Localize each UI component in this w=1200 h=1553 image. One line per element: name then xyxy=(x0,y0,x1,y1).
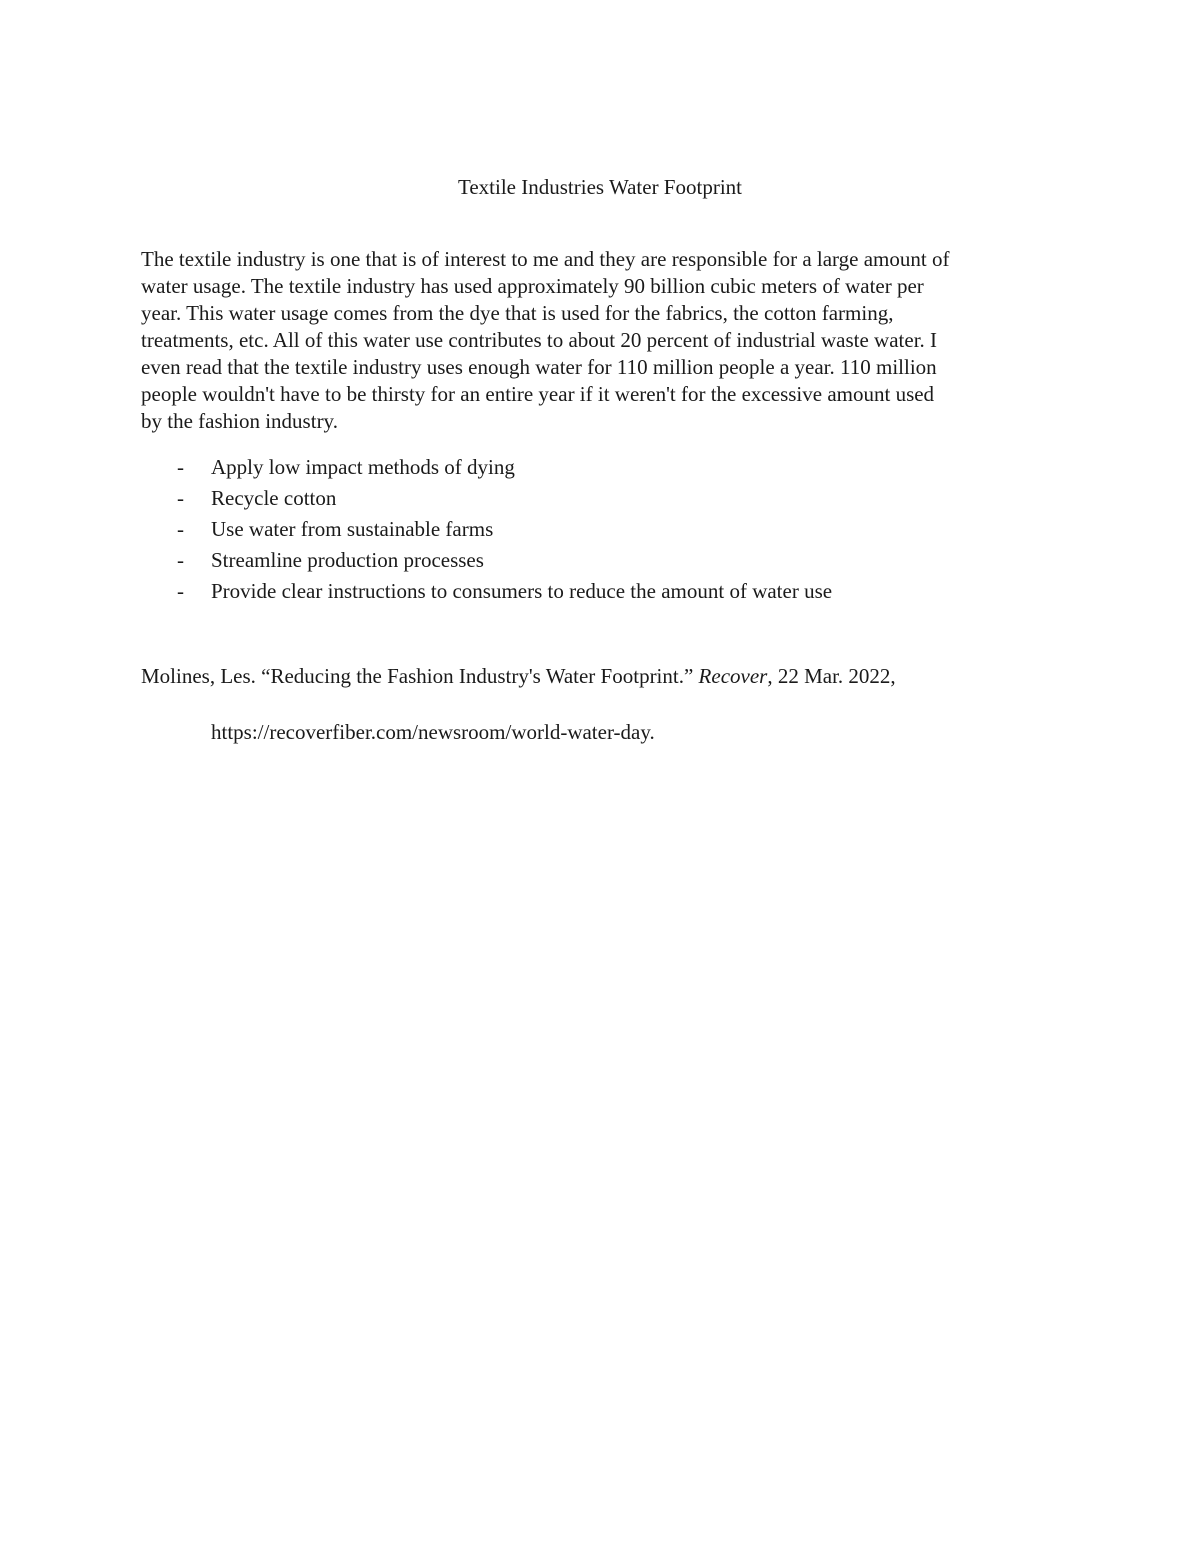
paragraph-line: even read that the textile industry uses enough water for 110 million people a year. 110 million xyxy=(141,355,937,379)
bullet-dash: - xyxy=(177,517,184,541)
paragraph-line: year. This water usage comes from the dye that is used for the fabrics, the cotton farming, xyxy=(141,301,894,325)
bullet-dash: - xyxy=(177,455,184,479)
paragraph-line: by the fashion industry. xyxy=(141,409,338,433)
body-paragraph xyxy=(141,246,1061,435)
citation-prefix: Molines, Les. “Reducing the Fashion Industry's Water Footprint.” xyxy=(141,664,699,688)
list-item xyxy=(141,514,832,545)
citation-source: Recover xyxy=(698,664,768,688)
paragraph-line: people wouldn't have to be thirsty for an entire year if it weren't for the excessive amount used xyxy=(141,382,935,406)
list-item-text: Recycle cotton xyxy=(211,486,337,510)
list-item-text: Use water from sustainable farms xyxy=(211,517,494,541)
bullet-dash: - xyxy=(177,548,184,572)
list-item-text: Provide clear instructions to consumers to reduce the amount of water use xyxy=(211,579,833,603)
list-item xyxy=(141,545,832,576)
list-item xyxy=(141,483,832,514)
paragraph-line: treatments, etc. All of this water use contributes to about 20 percent of industrial waste water. I xyxy=(141,328,938,352)
list-item xyxy=(141,576,832,607)
page-title: Textile Industries Water Footprint xyxy=(458,175,742,199)
works-cited-entry xyxy=(141,662,896,690)
bullet-dash: - xyxy=(177,486,184,510)
bullet-dash: - xyxy=(177,579,184,603)
recommendations-list xyxy=(141,452,832,607)
paragraph-line: The textile industry is one that is of interest to me and they are responsible for a large amount of xyxy=(141,247,950,271)
list-item xyxy=(141,452,832,483)
citation-url: https://recoverfiber.com/newsroom/world-water-day. xyxy=(211,720,655,744)
list-item-text: Apply low impact methods of dying xyxy=(211,455,515,479)
citation-suffix: , 22 Mar. 2022, xyxy=(767,664,896,688)
paragraph-line: water usage. The textile industry has used approximately 90 billion cubic meters of water per xyxy=(141,274,924,298)
list-item-text: Streamline production processes xyxy=(211,548,484,572)
